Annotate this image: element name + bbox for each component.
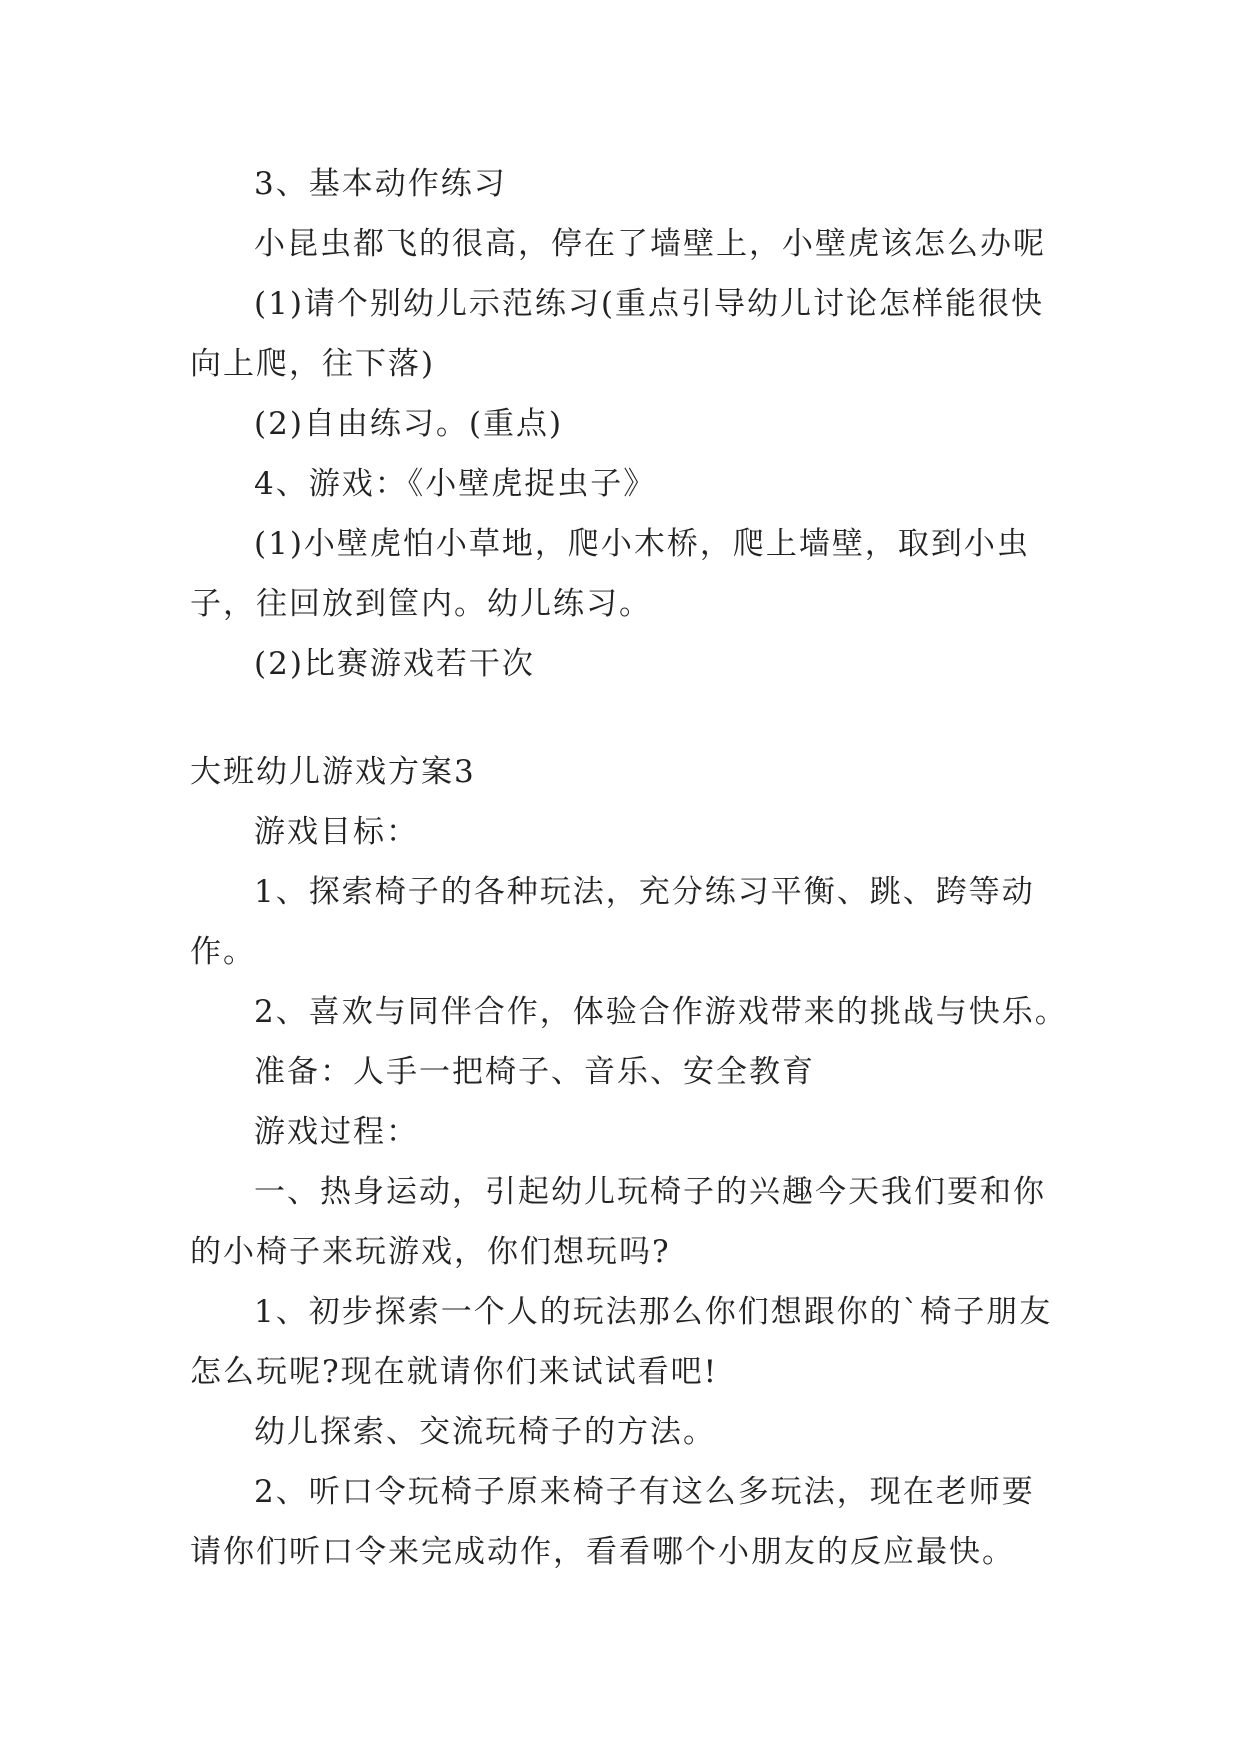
paragraph-line: 1、探索椅子的各种玩法，充分练习平衡、跳、跨等动 [254, 874, 1035, 910]
paragraph-line: 子，往回放到筐内。幼儿练习。 [190, 586, 652, 622]
paragraph-line: 准备：人手一把椅子、音乐、安全教育 [254, 1054, 815, 1090]
paragraph-line: 作。 [190, 934, 256, 970]
document-title: 大班幼儿游戏方案3 [190, 754, 476, 790]
paragraph-line: 怎么玩呢?现在就请你们来试试看吧! [190, 1354, 719, 1390]
section-heading: 4、游戏：《小壁虎捉虫子》 [254, 466, 657, 502]
paragraph-line: (1)小壁虎怕小草地，爬小木桥，爬上墙壁，取到小虫 [254, 526, 1030, 562]
paragraph-line: 向上爬，往下落) [190, 346, 436, 382]
paragraph-line: 幼儿探索、交流玩椅子的方法。 [254, 1414, 716, 1450]
section-heading: 3、基本动作练习 [254, 166, 507, 202]
section-heading: 游戏过程： [254, 1114, 419, 1150]
paragraph-line: (2)比赛游戏若干次 [254, 646, 535, 682]
paragraph-line: 的小椅子来玩游戏，你们想玩吗? [190, 1234, 671, 1270]
paragraph-line: 小昆虫都飞的很高，停在了墙壁上，小壁虎该怎么办呢 [254, 226, 1046, 262]
paragraph-line: 请你们听口令来完成动作，看看哪个小朋友的反应最快。 [190, 1534, 1015, 1570]
paragraph-line: 一、热身运动，引起幼儿玩椅子的兴趣今天我们要和你 [254, 1174, 1046, 1210]
paragraph-line: 1、初步探索一个人的玩法那么你们想跟你的`椅子朋友 [254, 1294, 1053, 1330]
paragraph-line: 2、听口令玩椅子原来椅子有这么多玩法，现在老师要 [254, 1474, 1035, 1510]
section-heading: 游戏目标： [254, 814, 419, 850]
paragraph-line: (1)请个别幼儿示范练习(重点引导幼儿讨论怎样能很快 [254, 286, 1045, 322]
paragraph-line: (2)自由练习。(重点) [254, 406, 564, 442]
paragraph-line: 2、喜欢与同伴合作，体验合作游戏带来的挑战与快乐。 [254, 994, 1068, 1030]
